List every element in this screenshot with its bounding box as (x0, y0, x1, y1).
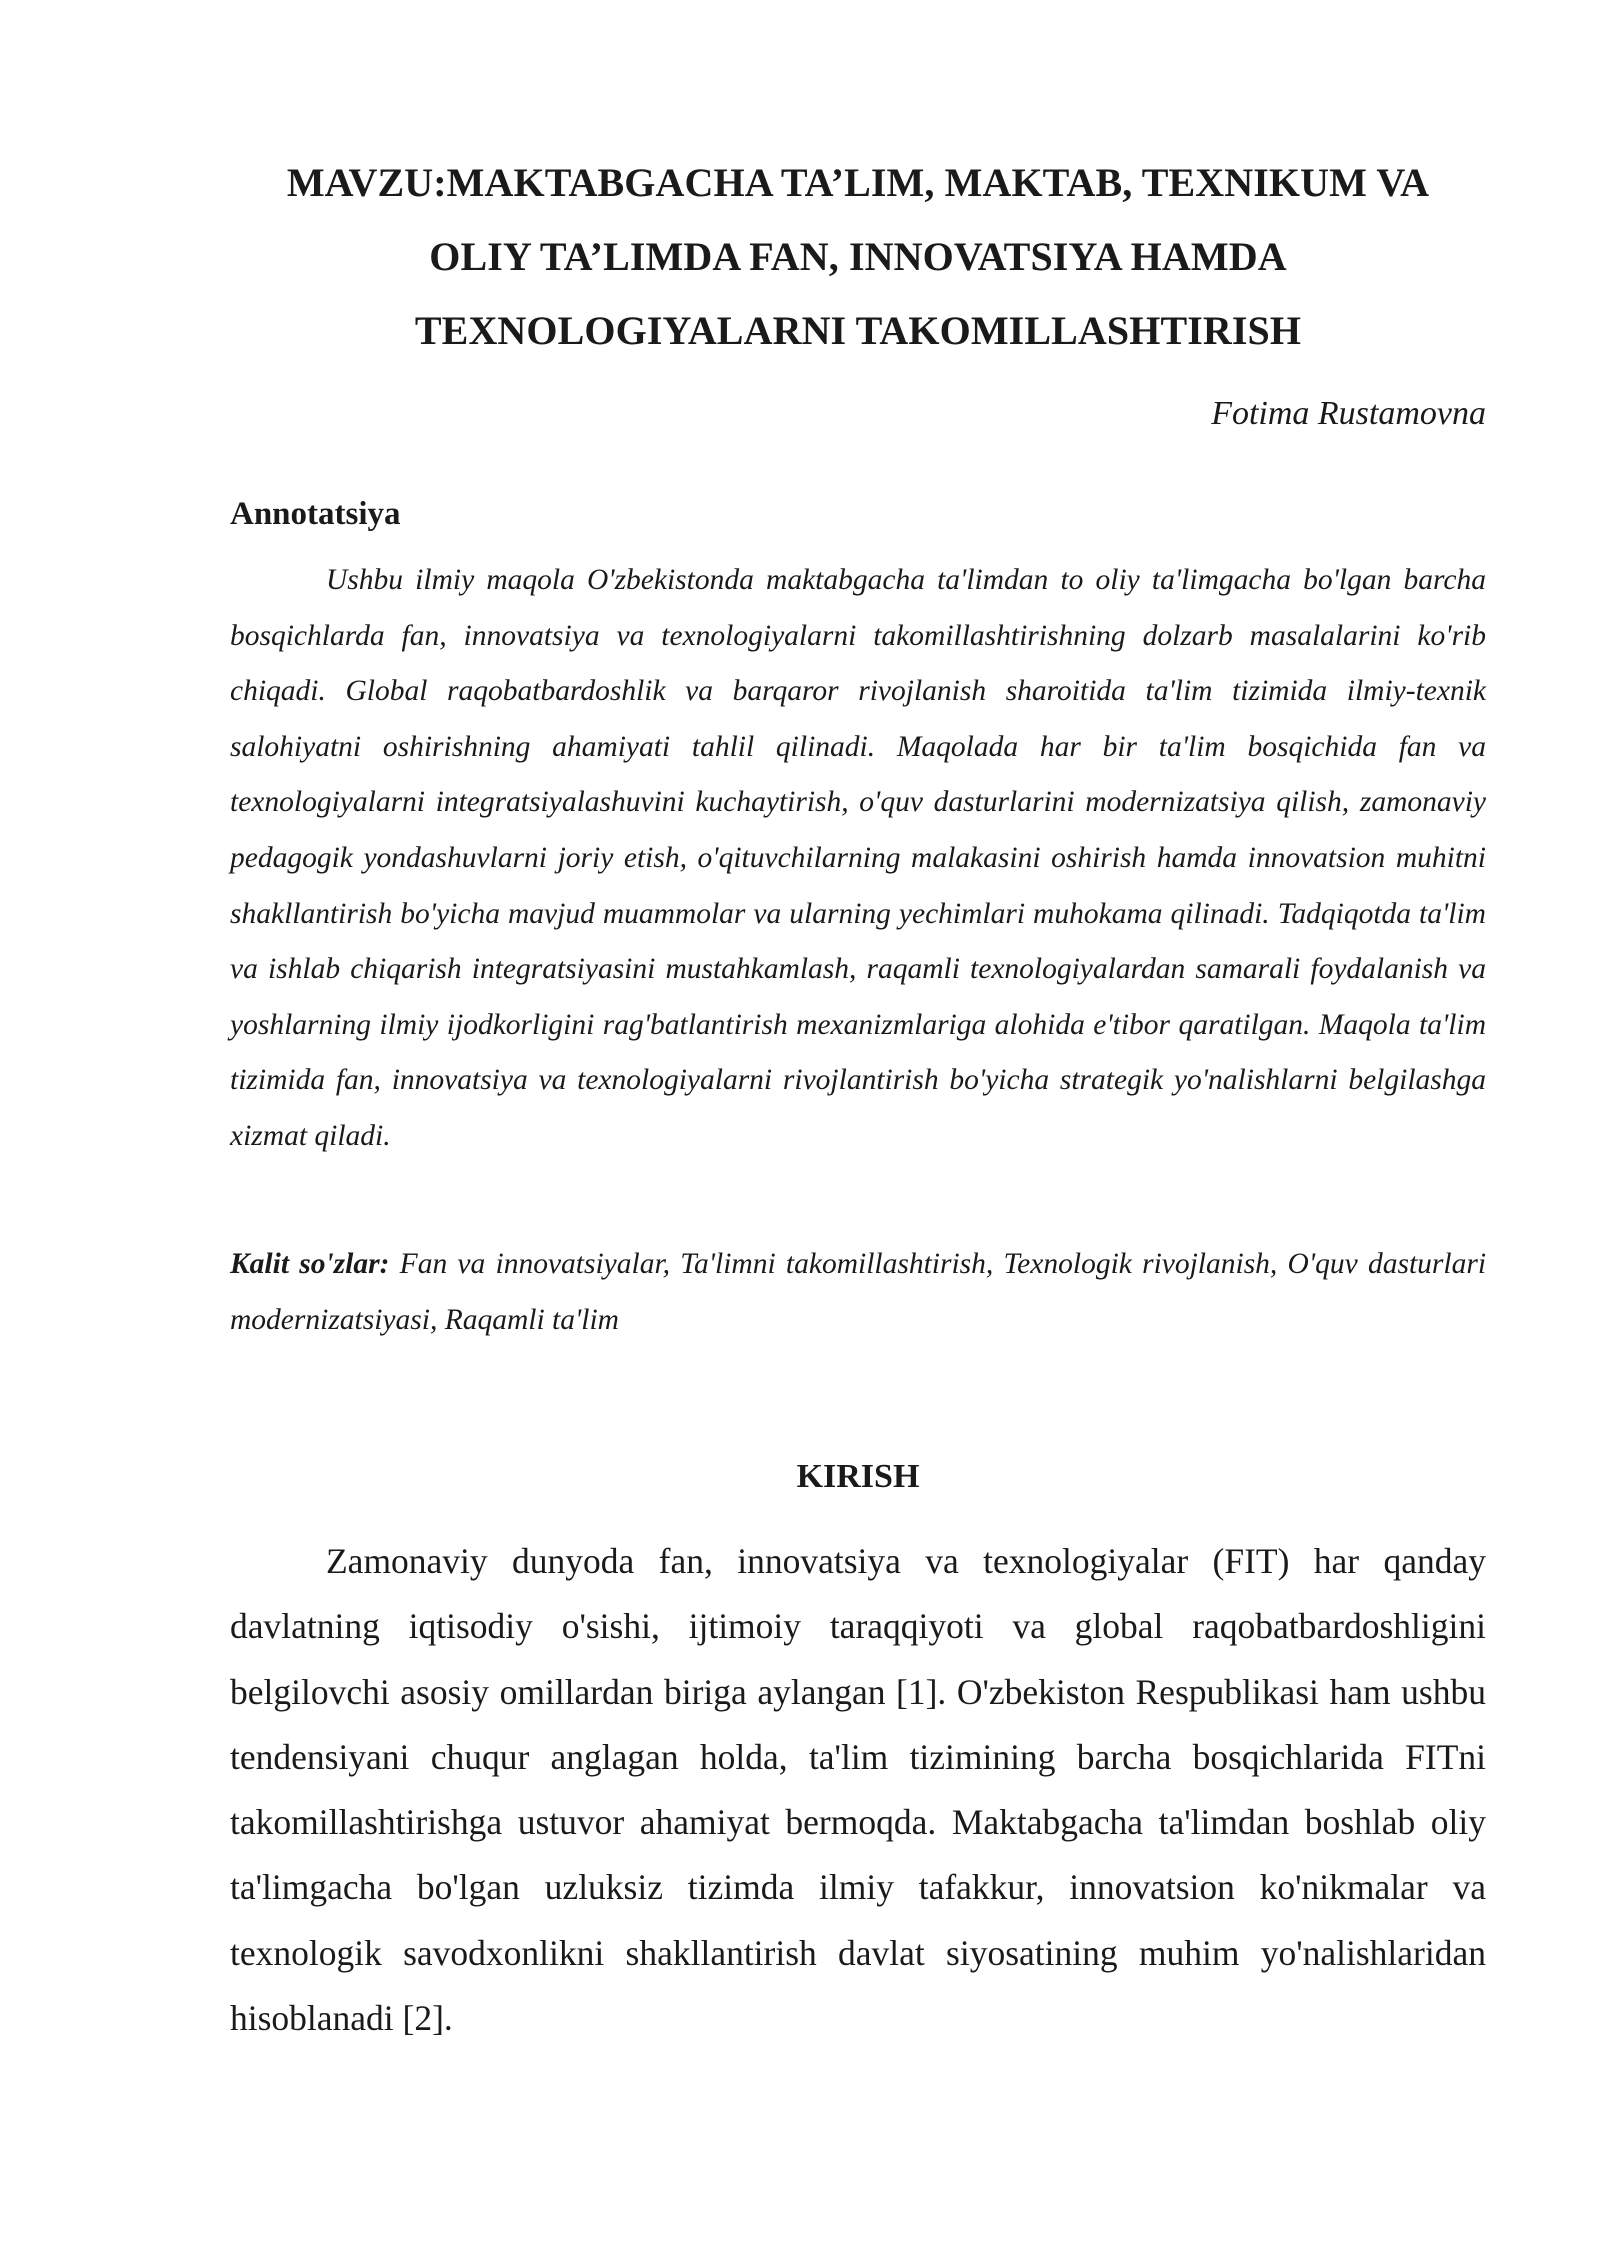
document-page (230, 0, 1486, 2262)
introduction-heading: KIRISH (796, 1458, 920, 1495)
annotation-heading: Annotatsiya (230, 496, 401, 532)
keywords-label: Kalit so'zlar: (230, 1248, 390, 1280)
title-line: MAVZU:MAKTABGACHA TA’LIM, MAKTAB, TEXNIKUM VA (286, 160, 1430, 205)
title-line: OLIY TA’LIMDA FAN, INNOVATSIYA HAMDA (429, 234, 1287, 279)
author-name: Fotima Rustamovna (1211, 395, 1486, 432)
title-line: TEXNOLOGIYALARNI TAKOMILLASHTIRISH (414, 308, 1302, 353)
introduction-paragraph: Zamonaviy dunyoda fan, innovatsiya va texnologiyalar (FIT) har qanday davlatning iqtisodiy o'sishi, ijtimoiy taraqqiyoti va global raqobatbardoshligini belgilovchi asosiy omillardan biriga aylangan [1]. O'zbekiston Respublikasi ham ushbu tendensiyani chuqur anglagan holda, ta'lim tizimining barcha bosqichlarida FITni takomillashtirishga ustuvor ahamiyat bermoqda. Maktabgacha ta'limdan boshlab oliy ta'limgacha bo'lgan uzluksiz tizimda ilmiy tafakkur, innovatsion ko'nikmalar va texnologik savodxonlikni shakllantirish davlat siyosatining muhim yo'nalishlaridan hisoblanadi [2]. (230, 1541, 1486, 2039)
annotation-text: Ushbu ilmiy maqola O'zbekistonda maktabgacha ta'limdan to oliy ta'limgacha bo'lgan barcha bosqichlarda fan, innovatsiya va texnologiyalarni takomillashtirishning dolzarb masalalarini ko'rib chiqadi. Global raqobatbardoshlik va barqaror rivojlanish sharoitida ta'lim tizimida ilmiy-texnik salohiyatni oshirishning ahamiyati tahlil qilinadi. Maqolada har bir ta'lim bosqichida fan va texnologiyalarni integratsiyalashuvini kuchaytirish, o'quv dasturlarini modernizatsiya qilish, zamonaviy pedagogik yondashuvlarni joriy etish, o'qituvchilarning malakasini oshirish hamda innovatsion muhitni shakllantirish bo'yicha mavjud muammolar va ularning yechimlari muhokama qilinadi. Tadqiqotda ta'lim va ishlab chiqarish integratsiyasini mustahkamlash, raqamli texnologiyalardan samarali foydalanish va yoshlarning ilmiy ijodkorligini rag'batlantirish mexanizmlariga alohida e'tibor qaratilgan. Maqola ta'lim tizimida fan, innovatsiya va texnologiyalarni rivojlantirish bo'yicha strategik yo'nalishlarni belgilashga xizmat qiladi. (230, 564, 1486, 1152)
keywords-paragraph (230, 1236, 1486, 1348)
keywords-text: Fan va innovatsiyalar, Ta'limni takomillashtirish, Texnologik rivojlanish, O'quv dasturlari modernizatsiyasi, Raqamli ta'lim (230, 1248, 1487, 1336)
article-title (230, 146, 1486, 368)
